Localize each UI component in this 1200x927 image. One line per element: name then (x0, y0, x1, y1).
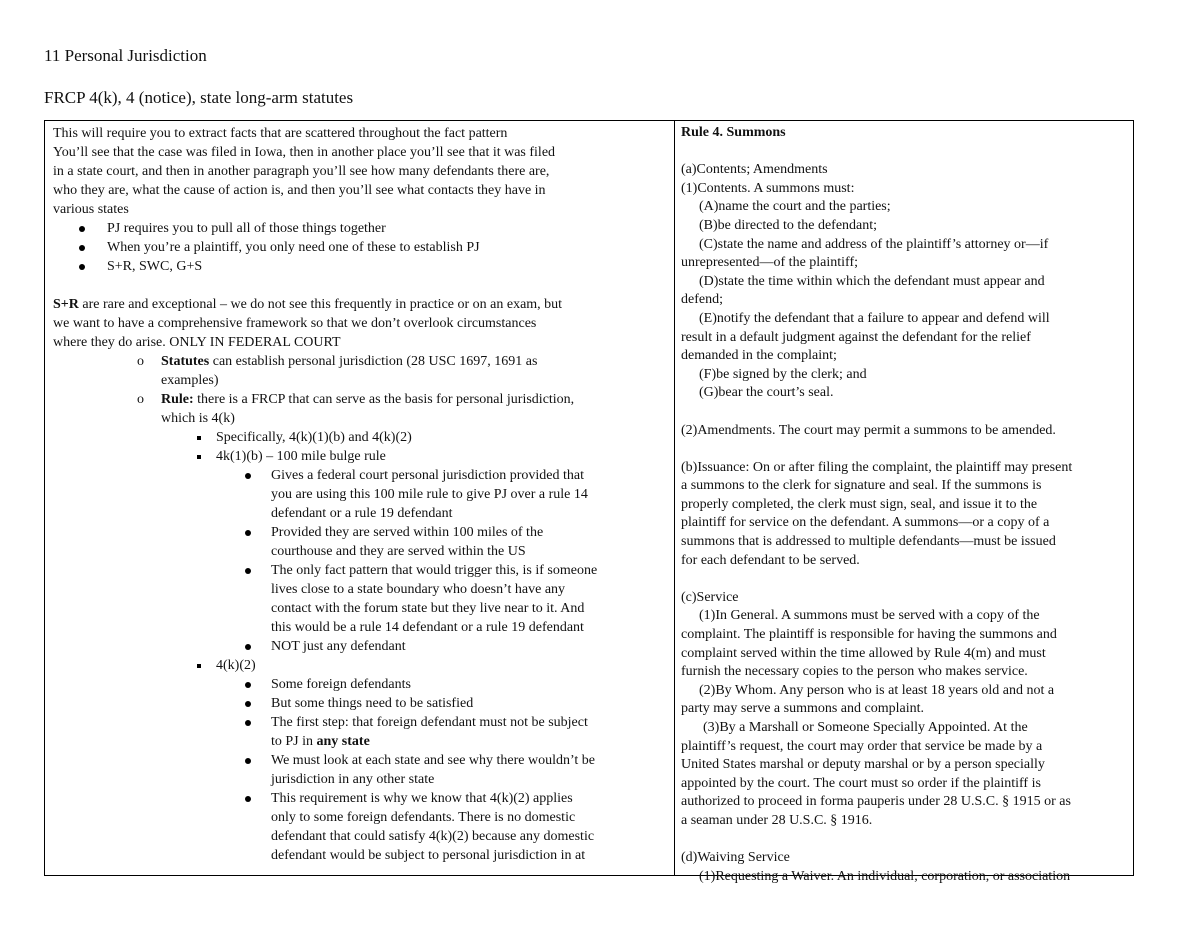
any-state-bold: any state (316, 734, 370, 749)
list-item-text: We must look at each state and see why there wouldn’t be (271, 753, 596, 768)
list-item-continuation: defendant that could satisfy 4(k)(2) because any domestic (271, 829, 595, 844)
rule-line: a seaman under 28 U.S.C. § 1916. (681, 812, 873, 828)
intro-line: This will require you to extract facts that are scattered throughout the fact pattern (53, 126, 508, 141)
list-item (53, 694, 668, 713)
page-title: 11 Personal Jurisdiction (44, 46, 207, 65)
section-heading: (a)Contents; Amendments (681, 162, 828, 178)
rule-line: complaint served within the time allowed by Rule 4(m) and must (681, 645, 1046, 661)
rule-heading-text: Rule 4. Summons (681, 125, 786, 140)
rule-text-column (675, 121, 1133, 884)
list-item-text: NOT just any defendant (271, 639, 406, 654)
list-item-text: Provided they are served within 100 miles of the (271, 525, 544, 540)
rule-item: (G)bear the court’s seal. (699, 385, 834, 401)
list-item-continuation: contact with the forum state but they live near to it. And (271, 601, 585, 616)
bullet-square-icon (197, 664, 201, 668)
list-item-continuation: you are using this 100 mile rule to give PJ over a rule 14 (271, 487, 588, 502)
list-item-text: But some things need to be satisfied (271, 696, 474, 711)
list-item-text: Specifically, 4(k)(1)(b) and 4(k)(2) (216, 430, 412, 445)
rule-line: plaintiff for service on the defendant. A summons—or a copy of a (681, 515, 1050, 531)
page-subtitle: FRCP 4(k), 4 (notice), state long-arm statutes (44, 88, 354, 107)
list-item-continuation: this would be a rule 14 defendant or a rule 19 defendant (271, 620, 584, 635)
list-item-continuation: jurisdiction in any other state (271, 772, 435, 787)
list-item-text: Gives a federal court personal jurisdiction provided that (271, 468, 584, 483)
rule-item: (1)In General. A summons must be served with a copy of the (699, 608, 1040, 624)
notes-column (45, 121, 675, 875)
list-item-continuation: examples) (161, 373, 219, 388)
rule-item: (A)name the court and the parties; (699, 199, 891, 215)
intro-line: various states (53, 202, 129, 217)
rule-item: (B)be directed to the defendant; (699, 217, 878, 233)
rule-line: for each defendant to be served. (681, 552, 860, 568)
bullet-dot-icon (245, 796, 251, 802)
rule-line: result in a default judgment against the defendant for the relief (681, 329, 1031, 345)
rule-item: (1)Requesting a Waiver. An individual, corporation, or association (699, 868, 1071, 884)
rule-line: plaintiff’s request, the court may order that service be made by a (681, 738, 1043, 754)
section-heading: (c)Service (681, 589, 739, 605)
list-item (53, 637, 668, 656)
sr-bold-term: S+R (53, 297, 79, 312)
list-item (53, 428, 668, 447)
list-item-text: The only fact pattern that would trigger this, is if someone (271, 563, 598, 578)
list-item (53, 789, 668, 808)
notes-table (44, 120, 1134, 884)
rule-line: (b)Issuance: On or after filing the complaint, the plaintiff may present (681, 459, 1073, 475)
list-item-text: Some foreign defendants (271, 677, 411, 692)
rule-line: complaint. The plaintiff is responsible for having the summons and (681, 627, 1057, 643)
rule-item: (2)By Whom. Any person who is at least 18 years old and not a (699, 682, 1055, 698)
bullet-dot-icon (245, 682, 251, 688)
list-item-continuation: lives close to a state boundary who doesn’t have any (271, 582, 566, 597)
bullet-square-icon (197, 436, 201, 440)
sr-paragraph-line: where they do arise. ONLY IN FEDERAL COURT (53, 335, 341, 350)
list-item (53, 238, 668, 257)
list-item (53, 447, 668, 466)
list-item-continuation: only to some foreign defendants. There is no domestic (271, 810, 576, 825)
bullet-square-icon (197, 455, 201, 459)
intro-line: in a state court, and then in another paragraph you’ll see how many defendants there are, (53, 164, 550, 179)
list-item-text: 4(k)(2) (216, 658, 256, 673)
list-item-text: PJ requires you to pull all of those things together (107, 221, 386, 236)
section-heading: (d)Waiving Service (681, 850, 790, 866)
list-item-text: The first step: that foreign defendant must not be subject (271, 715, 588, 730)
rule-line: furnish the necessary copies to the person who makes service. (681, 664, 1028, 680)
statutes-bold-term: Statutes (161, 354, 210, 369)
list-item (53, 561, 668, 580)
list-item-continuation: defendant would be subject to personal jurisdiction in at (271, 848, 586, 863)
list-item (53, 352, 668, 371)
list-item-continuation: defendant or a rule 19 defendant (271, 506, 453, 521)
rule-bold-term: Rule: (161, 392, 194, 407)
intro-line: You’ll see that the case was filed in Iowa, then in another place you’ll see that it was filed (53, 145, 556, 160)
rule-item: (C)state the name and address of the plaintiff’s attorney or—if (699, 236, 1049, 252)
list-item (53, 675, 668, 694)
list-item-text: to PJ in (271, 734, 317, 749)
rule-line: (2)Amendments. The court may permit a summons to be amended. (681, 422, 1056, 438)
sr-paragraph-line (53, 295, 668, 314)
list-item (53, 257, 668, 276)
list-item-text: 4k(1)(b) – 100 mile bulge rule (216, 449, 386, 464)
intro-line: who they are, what the cause of action is, and then you’ll see what contacts they have in (53, 183, 546, 198)
bullet-dot-icon (245, 473, 251, 479)
list-item-text: This requirement is why we know that 4(k)(2) applies (271, 791, 573, 806)
rule-line: properly completed, the clerk must sign, seal, and issue it to the (681, 496, 1038, 512)
list-item-continuation (53, 732, 668, 751)
list-item-text: can establish personal jurisdiction (28 USC 1697, 1691 as (209, 354, 538, 369)
rule-item: (E)notify the defendant that a failure to appear and defend will (699, 310, 1050, 326)
sr-paragraph-line: we want to have a comprehensive framework so that we don’t overlook circumstances (53, 316, 537, 331)
sr-text: are rare and exceptional – we do not see this frequently in practice or on an exam, but (78, 297, 563, 312)
rule-line: unrepresented—of the plaintiff; (681, 255, 859, 271)
list-item (53, 466, 668, 485)
list-item (53, 523, 668, 542)
rule-heading (681, 124, 1129, 143)
list-item-continuation: courthouse and they are served within the US (271, 544, 526, 559)
list-item (53, 751, 668, 770)
bullet-dot-icon (245, 644, 251, 650)
bullet-circle-icon: o (137, 354, 144, 369)
list-item-text: there is a FRCP that can serve as the basis for personal jurisdiction, (193, 392, 575, 407)
rule-line: authorized to proceed in forma pauperis under 28 U.S.C. § 1915 or as (681, 794, 1071, 810)
list-item-text: S+R, SWC, G+S (107, 259, 203, 274)
list-item-continuation: which is 4(k) (161, 411, 235, 426)
bullet-dot-icon (245, 568, 251, 574)
list-item-text: When you’re a plaintiff, you only need one of these to establish PJ (107, 240, 480, 255)
bullet-dot-icon (245, 530, 251, 536)
rule-line: summons that is addressed to multiple defendants—must be issued (681, 534, 1056, 550)
bullet-dot-icon (79, 245, 85, 251)
rule-item: (D)state the time within which the defendant must appear and (699, 273, 1045, 289)
bullet-dot-icon (79, 226, 85, 232)
list-item (53, 656, 668, 675)
bullet-dot-icon (245, 701, 251, 707)
rule-line: a summons to the clerk for signature and seal. If the summons is (681, 478, 1042, 494)
rule-line: (1)Contents. A summons must: (681, 180, 855, 196)
rule-line: demanded in the complaint; (681, 348, 837, 364)
bullet-circle-icon: o (137, 392, 144, 407)
rule-item: (F)be signed by the clerk; and (699, 366, 867, 382)
rule-line: appointed by the court. The court must so order if the plaintiff is (681, 775, 1041, 791)
list-item (53, 713, 668, 732)
rule-line: party may serve a summons and complaint. (681, 701, 924, 717)
rule-line: defend; (681, 292, 723, 308)
bullet-dot-icon (245, 720, 251, 726)
list-item (53, 219, 668, 238)
list-item (53, 390, 668, 409)
bullet-dot-icon (79, 264, 85, 270)
bullet-dot-icon (245, 758, 251, 764)
rule-line: United States marshal or deputy marshal or by a person specially (681, 757, 1045, 773)
rule-item: (3)By a Marshall or Someone Specially Appointed. At the (703, 720, 1028, 735)
